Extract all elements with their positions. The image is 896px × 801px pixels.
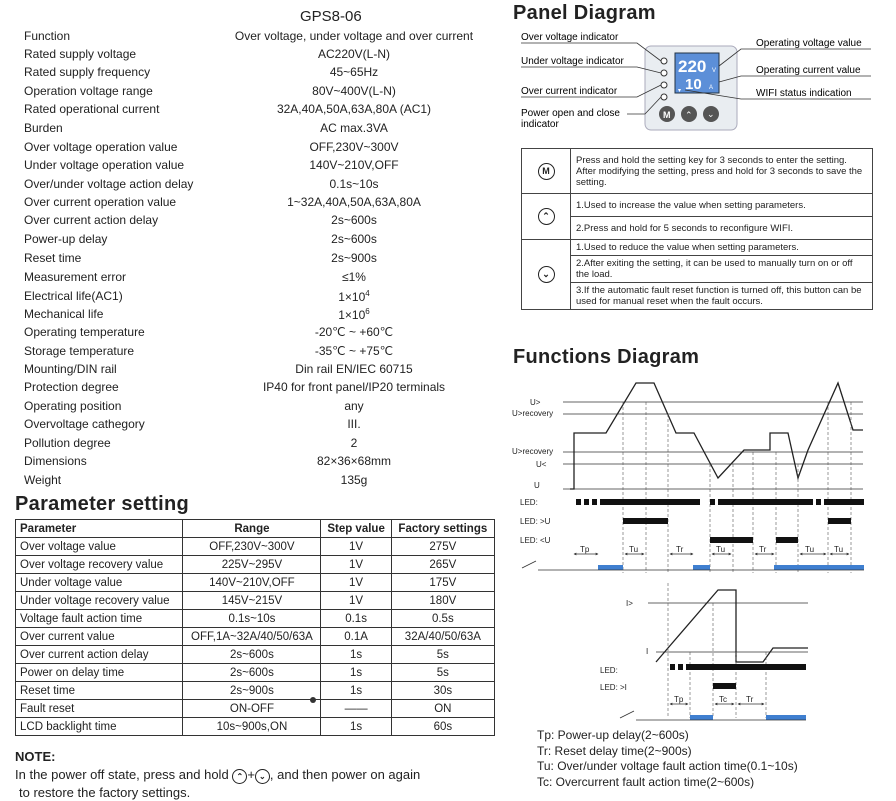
spec-value-text: 2s~600s <box>331 213 377 227</box>
spec-key: Mechanical life <box>24 307 104 321</box>
spec-value-text: -35℃ ~ +75℃ <box>314 344 394 358</box>
table-cell: 1V <box>321 592 391 610</box>
current-waveform <box>656 590 808 662</box>
spec-value-text: III. <box>347 417 361 431</box>
column-header: Range <box>183 520 321 538</box>
table-cell: 0.1s~10s <box>183 610 321 628</box>
table-cell: 2s~900s <box>183 682 321 700</box>
label-led-power: LED: <box>520 498 538 507</box>
spec-row <box>24 251 474 269</box>
spec-value <box>204 362 504 376</box>
tp-label-i: Tp <box>674 695 684 704</box>
note-title: NOTE: <box>15 749 56 764</box>
label-led-over-i: LED: >I <box>600 683 627 692</box>
table-row <box>16 646 495 664</box>
spec-value <box>204 29 504 43</box>
spec-value <box>204 84 504 98</box>
table-cell: 265V <box>391 556 494 574</box>
spec-row <box>24 436 474 454</box>
spec-value-text: 45~65Hz <box>329 65 379 79</box>
table-cell: 1V <box>321 574 391 592</box>
spec-value-text: 1~32A,40A,50A,63A,80A <box>287 195 421 209</box>
spec-value <box>204 436 504 450</box>
spec-value-exponent: 4 <box>365 289 370 298</box>
spec-value <box>204 399 504 413</box>
spec-row <box>24 362 474 380</box>
spec-value <box>204 195 504 209</box>
tc-label-i: Tc <box>719 695 727 704</box>
table-cell: 225V~295V <box>183 556 321 574</box>
spec-row <box>24 29 474 47</box>
spec-row <box>24 140 474 158</box>
spec-row <box>24 344 474 362</box>
label-i-over: I> <box>626 599 633 608</box>
m-key-description: Press and hold the setting key for 3 seconds to enter the setting. After modifying the setting, press and hold for 3 seconds to save the setting. <box>571 149 873 194</box>
table-cell: 1s <box>321 718 391 736</box>
down-key-table-icon: ⌄ <box>538 266 555 283</box>
spec-key: Storage temperature <box>24 344 135 358</box>
table-cell: Over current value <box>16 628 183 646</box>
spec-value-text: 0.1s~10s <box>329 177 379 191</box>
table-cell: ON <box>391 700 494 718</box>
down-key-icon: ⌄ <box>255 769 270 784</box>
spec-row <box>24 84 474 102</box>
table-cell: 180V <box>391 592 494 610</box>
label-led-under-u: LED: <U <box>520 536 551 545</box>
spec-key: Over current action delay <box>24 213 159 227</box>
table-cell: Under voltage recovery value <box>16 592 183 610</box>
spec-value-text: 1×10 <box>338 308 366 322</box>
down-key-desc-3: 3.If the automatic fault reset function is turned off, this button can be used for manual reset when the fault occurs. <box>571 283 873 310</box>
up-key-desc-1: 1.Used to increase the value when setting parameters. <box>571 194 873 217</box>
spec-value-text: Din rail EN/IEC 60715 <box>295 362 413 376</box>
spec-value-text: OFF,230V~300V <box>309 140 399 154</box>
table-cell: 2s~600s <box>183 646 321 664</box>
table-cell: 5s <box>391 664 494 682</box>
spec-value-text: Over voltage, under voltage and over current <box>234 29 474 43</box>
label-u-under-recovery: U>recovery <box>512 447 554 456</box>
lcd-current: 10 <box>685 76 702 93</box>
spec-value <box>204 454 504 468</box>
label-operating-current: Operating current value <box>756 65 861 76</box>
down-key-desc-1: 1.Used to reduce the value when setting parameters. <box>571 240 873 256</box>
lcd-voltage: 220 <box>678 57 707 76</box>
spec-key: Over/under voltage action delay <box>24 177 194 191</box>
table-cell: 5s <box>391 646 494 664</box>
table-cell: 1V <box>321 556 391 574</box>
table-row <box>16 682 495 700</box>
table-row <box>16 556 495 574</box>
spec-value-exponent: 6 <box>365 307 370 316</box>
spec-row <box>24 213 474 231</box>
table-cell: —— <box>321 700 391 718</box>
label-wifi-status: WIFI status indication <box>756 88 852 99</box>
spec-key: Over voltage operation value <box>24 140 178 154</box>
spec-row <box>24 473 474 491</box>
spec-value-text: any <box>344 399 364 413</box>
spec-value <box>204 473 504 487</box>
spec-row <box>24 454 474 472</box>
table-cell: 1s <box>321 664 391 682</box>
spec-value-text: 1×10 <box>338 290 366 304</box>
legend-tc: Tc: Overcurrent fault action time(2~600s) <box>537 775 755 789</box>
spec-row <box>24 121 474 139</box>
spec-row <box>24 232 474 250</box>
table-cell: Over voltage recovery value <box>16 556 183 574</box>
spec-value <box>204 251 504 265</box>
table-cell: 32A/40/50/63A <box>391 628 494 646</box>
spec-row <box>24 325 474 343</box>
spec-key: Over current operation value <box>24 195 177 209</box>
spec-value-text: ≤1% <box>342 270 366 284</box>
table-cell: 60s <box>391 718 494 736</box>
up-key-table-icon: ⌃ <box>538 208 555 225</box>
spec-key: Rated supply voltage <box>24 47 137 61</box>
spec-value-text: 140V~210V,OFF <box>309 158 399 172</box>
table-row <box>16 700 495 718</box>
power-led <box>661 94 667 100</box>
key-function-table <box>521 148 873 310</box>
table-cell: ON-OFF <box>183 700 321 718</box>
under-voltage-led <box>661 70 667 76</box>
tp-label-1: Tp <box>580 545 590 554</box>
spec-row <box>24 270 474 288</box>
table-cell: LCD backlight time <box>16 718 183 736</box>
label-operating-voltage: Operating voltage value <box>756 38 862 49</box>
spec-key: Mounting/DIN rail <box>24 362 117 376</box>
table-cell: OFF,1A~32A/40/50/63A <box>183 628 321 646</box>
lcd-unit-v: V <box>712 68 717 74</box>
spec-value <box>204 289 504 304</box>
label-u: U <box>534 481 540 490</box>
spec-value-text: 2 <box>350 436 358 450</box>
spec-key: Rated supply frequency <box>24 65 151 79</box>
table-row <box>16 592 495 610</box>
legend-tr: Tr: Reset delay time(2~900s) <box>537 744 692 758</box>
label-led-over-u: LED: >U <box>520 517 551 526</box>
legend-tp: Tp: Power-up delay(2~600s) <box>537 728 689 742</box>
spec-key: Electrical life(AC1) <box>24 289 123 303</box>
relay-output-pulses-2 <box>690 715 806 720</box>
table-cell: 2s~600s <box>183 664 321 682</box>
label-power-line2: indicator <box>521 119 559 130</box>
model-title: GPS8-06 <box>300 8 362 25</box>
legend-tu: Tu: Over/under voltage fault action time(0.1~10s) <box>537 759 798 773</box>
spec-value <box>204 213 504 227</box>
spec-value <box>204 344 504 358</box>
spec-key: Reset time <box>24 251 82 265</box>
table-cell: 10s~900s,ON <box>183 718 321 736</box>
note-line1-end: , and then power on again <box>269 767 421 782</box>
table-cell: 1V <box>321 538 391 556</box>
table-cell: 175V <box>391 574 494 592</box>
table-cell: Over current action delay <box>16 646 183 664</box>
down-key-desc-2: 2.After exiting the setting, it can be used to manually turn on or off the load. <box>571 256 873 283</box>
spec-value-text: 135g <box>340 473 368 487</box>
table-cell: 30s <box>391 682 494 700</box>
spec-value <box>204 325 504 339</box>
spec-key: Burden <box>24 121 63 135</box>
table-row <box>16 718 495 736</box>
spec-key: Under voltage operation value <box>24 158 185 172</box>
panel-diagram <box>515 26 890 138</box>
spec-value-text: AC220V(L-N) <box>317 47 391 61</box>
spec-value <box>204 417 504 431</box>
lcd-unit-a: A <box>709 85 714 91</box>
table-row <box>16 574 495 592</box>
spec-row <box>24 307 474 325</box>
spec-row <box>24 102 474 120</box>
functions-diagram <box>508 378 893 723</box>
parameter-table-header <box>16 520 495 538</box>
relay-switch-symbol <box>522 561 536 568</box>
wifi-icon: ▾ <box>678 88 682 94</box>
label-led-power-2: LED: <box>600 666 618 675</box>
note-line1-start: In the power off state, press and hold <box>15 767 229 782</box>
table-row <box>16 610 495 628</box>
column-header: Parameter <box>16 520 183 538</box>
stray-dot <box>310 697 316 703</box>
over-voltage-led <box>661 58 667 64</box>
spec-row <box>24 158 474 176</box>
spec-key: Operating temperature <box>24 325 145 339</box>
spec-key: Measurement error <box>24 270 127 284</box>
table-cell: Power on delay time <box>16 664 183 682</box>
spec-row <box>24 417 474 435</box>
spec-row <box>24 399 474 417</box>
parameter-table <box>15 519 495 736</box>
panel-diagram-title: Panel Diagram <box>513 2 656 24</box>
down-button-icon: ⌄ <box>707 109 715 119</box>
m-button-label: M <box>663 110 671 120</box>
table-cell: Reset time <box>16 682 183 700</box>
up-key-icon: ⌃ <box>232 769 247 784</box>
table-cell: 145V~215V <box>183 592 321 610</box>
table-cell: 1s <box>321 646 391 664</box>
column-header: Factory settings <box>391 520 494 538</box>
tu-label-3: Tu <box>805 545 815 554</box>
table-cell: 140V~210V,OFF <box>183 574 321 592</box>
spec-value-text: 2s~600s <box>331 232 377 246</box>
parameter-setting-title: Parameter setting <box>15 493 190 515</box>
tu-label-2: Tu <box>716 545 726 554</box>
spec-value <box>204 158 504 172</box>
label-i: I <box>646 647 649 656</box>
relay-switch-symbol-2 <box>620 711 634 718</box>
spec-value-text: 32A,40A,50A,63A,80A (AC1) <box>276 102 432 116</box>
up-key-desc-2: 2.Press and hold for 5 seconds to reconfigure WIFI. <box>571 217 873 240</box>
note-text: In the power off state, press and hold ⌃ + ⌄ , and then power on again to restore the factory settings. <box>15 767 421 800</box>
spec-key: Operating position <box>24 399 122 413</box>
label-over-current: Over current indicator <box>521 86 618 97</box>
table-cell: 275V <box>391 538 494 556</box>
spec-value <box>204 140 504 154</box>
spec-key: Rated operational current <box>24 102 160 116</box>
relay-output-pulses <box>598 565 864 570</box>
spec-value-text: IP40 for front panel/IP20 terminals <box>262 380 446 394</box>
voltage-waveform <box>570 383 863 489</box>
spec-key: Protection degree <box>24 380 119 394</box>
spec-value-text: 80V~400V(L-N) <box>312 84 396 98</box>
spec-value <box>204 270 504 284</box>
spec-row <box>24 289 474 307</box>
table-cell: OFF,230V~300V <box>183 538 321 556</box>
table-cell: 0.5s <box>391 610 494 628</box>
spec-value-text: 82×36×68mm <box>316 454 392 468</box>
column-header: Step value <box>321 520 391 538</box>
spec-value <box>204 307 504 322</box>
table-cell: 0.1A <box>321 628 391 646</box>
table-cell: 0.1s <box>321 610 391 628</box>
label-u-over: U> <box>530 398 541 407</box>
table-cell: 1s <box>321 682 391 700</box>
tr-label-1: Tr <box>676 545 684 554</box>
spec-value <box>204 232 504 246</box>
label-u-over-recovery: U>recovery <box>512 409 554 418</box>
label-under-voltage: Under voltage indicator <box>521 56 624 67</box>
tu-label-1: Tu <box>629 545 639 554</box>
spec-value <box>204 177 504 191</box>
spec-row <box>24 177 474 195</box>
spec-value <box>204 65 504 79</box>
label-power-line1: Power open and close <box>521 108 620 119</box>
m-key-icon: M <box>538 163 555 180</box>
spec-key: Function <box>24 29 71 43</box>
spec-key: Dimensions <box>24 454 87 468</box>
spec-value <box>204 121 504 135</box>
table-cell: Over voltage value <box>16 538 183 556</box>
table-cell: Fault reset <box>16 700 183 718</box>
tu-label-4: Tu <box>834 545 844 554</box>
label-u-under: U< <box>536 460 547 469</box>
tr-label-i: Tr <box>746 695 754 704</box>
spec-row <box>24 47 474 65</box>
spec-value <box>204 47 504 61</box>
over-current-led <box>661 82 667 88</box>
table-cell: Voltage fault action time <box>16 610 183 628</box>
up-button-icon: ⌃ <box>685 110 693 120</box>
spec-row <box>24 195 474 213</box>
label-over-voltage: Over voltage indicator <box>521 32 619 43</box>
spec-value-text: AC max.3VA <box>320 121 388 135</box>
spec-row <box>24 65 474 83</box>
functions-diagram-title: Functions Diagram <box>513 346 700 368</box>
table-row <box>16 628 495 646</box>
spec-row <box>24 380 474 398</box>
tr-label-2: Tr <box>759 545 767 554</box>
spec-key: Pollution degree <box>24 436 111 450</box>
spec-key: Overvoltage cathegory <box>24 417 145 431</box>
spec-key: Weight <box>24 473 62 487</box>
spec-key: Operation voltage range <box>24 84 153 98</box>
table-cell: Under voltage value <box>16 574 183 592</box>
spec-key: Power-up delay <box>24 232 108 246</box>
table-row <box>16 538 495 556</box>
note-line2: to restore the factory settings. <box>19 785 191 800</box>
spec-value <box>204 102 504 116</box>
spec-value-text: -20℃ ~ +60℃ <box>314 325 394 339</box>
spec-value <box>204 380 504 394</box>
table-row <box>16 664 495 682</box>
spec-value-text: 2s~900s <box>331 251 377 265</box>
